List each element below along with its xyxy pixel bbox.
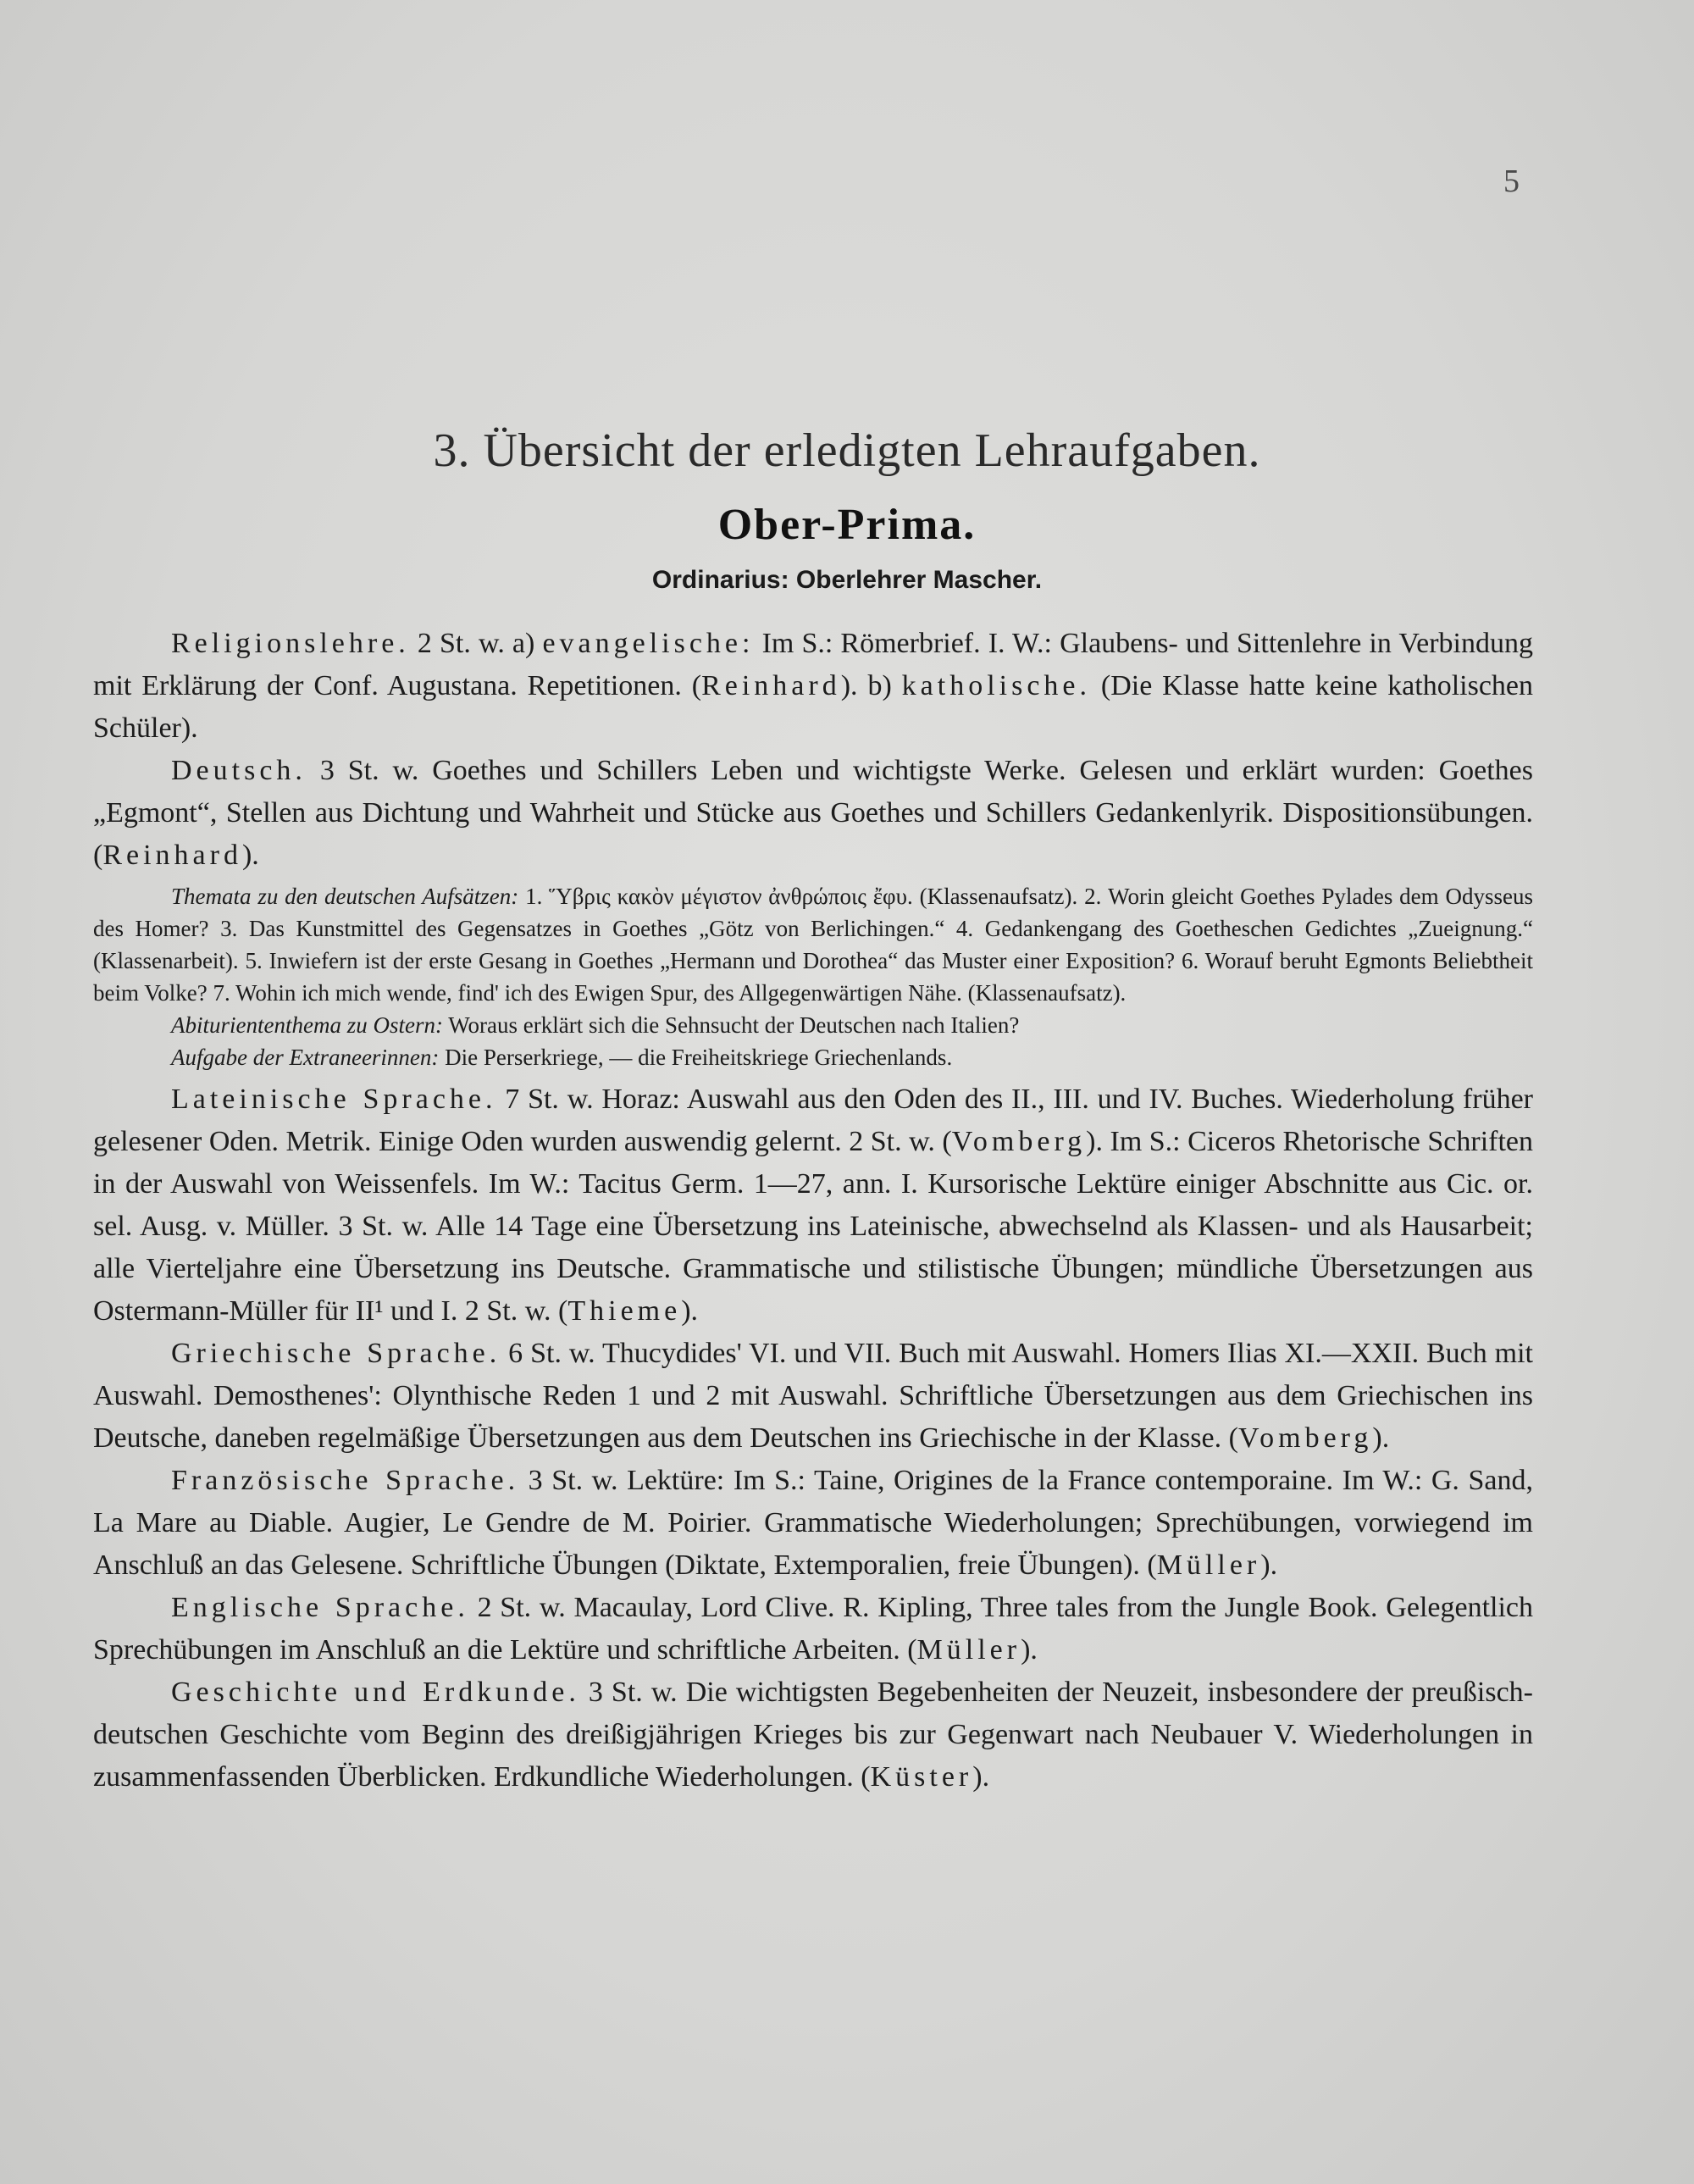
teacher-name: Thieme [567, 1295, 682, 1327]
paragraph-geschichte [93, 1671, 1533, 1799]
teacher-name: Müller [1156, 1549, 1261, 1581]
document-body [93, 623, 1533, 1799]
subject-label: Französische Sprache. [171, 1465, 520, 1496]
subject-label: Geschichte und Erdkunde. [171, 1677, 580, 1708]
teacher-name: Müller [916, 1634, 1021, 1666]
paragraph-deutsch [93, 750, 1533, 877]
themes-label: Themata zu den deutschen Aufsätzen: [171, 884, 519, 909]
subject-label: Lateinische Sprache. [171, 1084, 497, 1115]
paragraph-text: ). [241, 840, 259, 871]
paragraph-latein [93, 1078, 1533, 1333]
paragraph-text: Im S.: Römerbrief. I. W.: Glaubens- und Sittenlehre in Verbindung mit Erklärung der Conf. Augustana. Repetitionen. ( [93, 628, 1533, 701]
abitur-label: Abituriententhema zu Ostern: [171, 1012, 443, 1038]
paragraph-text: ). [1260, 1549, 1278, 1581]
paragraph-text: ). b) [840, 670, 902, 701]
subject-label: Deutsch. [171, 755, 307, 786]
paragraph-text: 6 St. w. Thucydides' VI. und VII. Buch mit Auswahl. Homers Ilias XI.—XXII. Buch mit Auswahl. Demosthenes': Olynthische Reden 1 und 2 mit Auswahl. Schriftliche Übersetzungen aus dem Griechischen ins Deutsche, daneben regelmäßige Übersetzungen aus dem Deutschen ins Griechische in der Klasse. ( [93, 1338, 1533, 1454]
extraneer-paragraph [93, 1041, 1533, 1073]
subject-label: Englische Sprache. [171, 1592, 469, 1623]
paragraph-text: (Die Klasse hatte keine katholischen Schüler). [93, 670, 1534, 744]
themes-paragraph [93, 880, 1533, 1009]
themes-text: 1. Ὕβρις κακὸν μέγιστον ἀνθρώποις ἔφυ. (Klassenaufsatz). 2. Worin gleicht Goethes Pylades dem Odysseus des Homer? 3. Das Kunstmittel des Gegensatzes in Goethes „Götz von Berlichingen.“ 4. Gedankengang des Goetheschen Gedichtes „Zueignung.“ (Klassenarbeit). 5. Inwiefern ist der erste Gesang in Goethes „Hermann und Dorothea“ das Muster einer Exposition? 6. Worauf beruht Egmonts Beliebtheit beim Volke? 7. Wohin ich mich wende, find' ich des Ewigen Spur, des Allgegenwärtigen Nähe. (Klassenaufsatz). [93, 884, 1533, 1006]
ordinarius-line: Ordinarius: Oberlehrer Mascher. [651, 566, 1043, 594]
subject-label: Religionslehre. [171, 628, 410, 659]
paragraph-englisch [93, 1587, 1533, 1671]
page-number: 5 [1503, 164, 1520, 199]
extraneer-label: Aufgabe der Extraneerinnen: [171, 1045, 440, 1070]
paragraph-text: 3 St. w. Lektüre: Im S.: Taine, Origines de la France contemporaine. Im W.: G. Sand, La Mare au Diable. Augier, Le Gendre de M. Poirier. Grammatische Wiederholungen; Sprechübungen, vorwiegend im Anschluß an das Gelesene. Schriftliche Übungen (Diktate, Extemporalien, freie Übungen). ( [93, 1465, 1533, 1581]
paragraph-text: 2 St. w. Macaulay, Lord Clive. R. Kipling, Three tales from the Jungle Book. Gelegentlich Sprechübungen im Anschluß an die Lektüre und schriftliche Arbeiten. ( [93, 1592, 1533, 1666]
essay-themes [93, 880, 1533, 1073]
teacher-name: Vomberg [1237, 1422, 1373, 1454]
paragraph-text: ). [972, 1761, 990, 1793]
paragraph-franzoesisch [93, 1460, 1533, 1587]
section-title: 3. Übersicht der erledigten Lehraufgaben. [433, 424, 1261, 477]
paragraph-text: 3 St. w. Die wichtigsten Begebenheiten der Neuzeit, insbesondere der preußisch-deutschen Geschichte vom Beginn des dreißigjährigen Krieges bis zur Gegenwart nach Neubauer V. Wiederholungen in zusammenfassenden Überblicken. Erdkundliche Wiederholungen. ( [93, 1677, 1533, 1793]
paragraph-text: 3 St. w. Goethes und Schillers Leben und wichtigste Werke. Gelesen und erklärt wurden: Goethes „Egmont“, Stellen aus Dichtung und Wahrheit und Stücke aus Goethes und Schillers Gedankenlyrik. Dispositionsübungen. ( [93, 755, 1533, 871]
paragraph-text: ). [1372, 1422, 1390, 1454]
paragraph-text: ). [1021, 1634, 1038, 1666]
teacher-name: Reinhard [701, 670, 841, 701]
extraneer-text: Die Perserkriege, — die Freiheitskriege Griechenlands. [439, 1045, 953, 1070]
teacher-name: Reinhard [102, 840, 242, 871]
paragraph-griechisch [93, 1333, 1533, 1460]
abitur-paragraph [93, 1009, 1533, 1041]
teacher-name: Küster [870, 1761, 973, 1793]
denomination-label: katholische. [901, 670, 1091, 701]
denomination-label: evangelische: [542, 628, 755, 659]
class-title: Ober-Prima. [717, 501, 977, 549]
abitur-text: Woraus erklärt sich die Sehnsucht der Deutschen nach Italien? [442, 1012, 1020, 1038]
paragraph-religion [93, 623, 1533, 750]
paragraph-text: ). Im S.: Ciceros Rhetorische Schriften in der Auswahl von Weissenfels. Im W.: Tacitus Germ. 1—27, ann. I. Kursorische Lektüre einiger Abschnitte aus Cic. or. sel. Ausg. v. Müller. 3 St. w. Alle 14 Tage eine Übersetzung ins Lateinische, abwechselnd als Klassen- und als Hausarbeit; alle Vierteljahre eine Übersetzung ins Deutsche. Grammatische und stilistische Übungen; mündliche Übersetzungen aus Ostermann-Müller für II¹ und I. 2 St. w. ( [93, 1126, 1534, 1327]
teacher-name: Vomberg [951, 1126, 1087, 1157]
paragraph-text: 2 St. w. a) [409, 628, 543, 659]
paragraph-text: ). [681, 1295, 699, 1327]
subject-label: Griechische Sprache. [171, 1338, 501, 1369]
paragraph-text: 7 St. w. Horaz: Auswahl aus den Oden des II., III. und IV. Buches. Wiederholung früher gelesener Oden. Metrik. Einige Oden wurden auswendig gelernt. 2 St. w. ( [93, 1084, 1533, 1157]
